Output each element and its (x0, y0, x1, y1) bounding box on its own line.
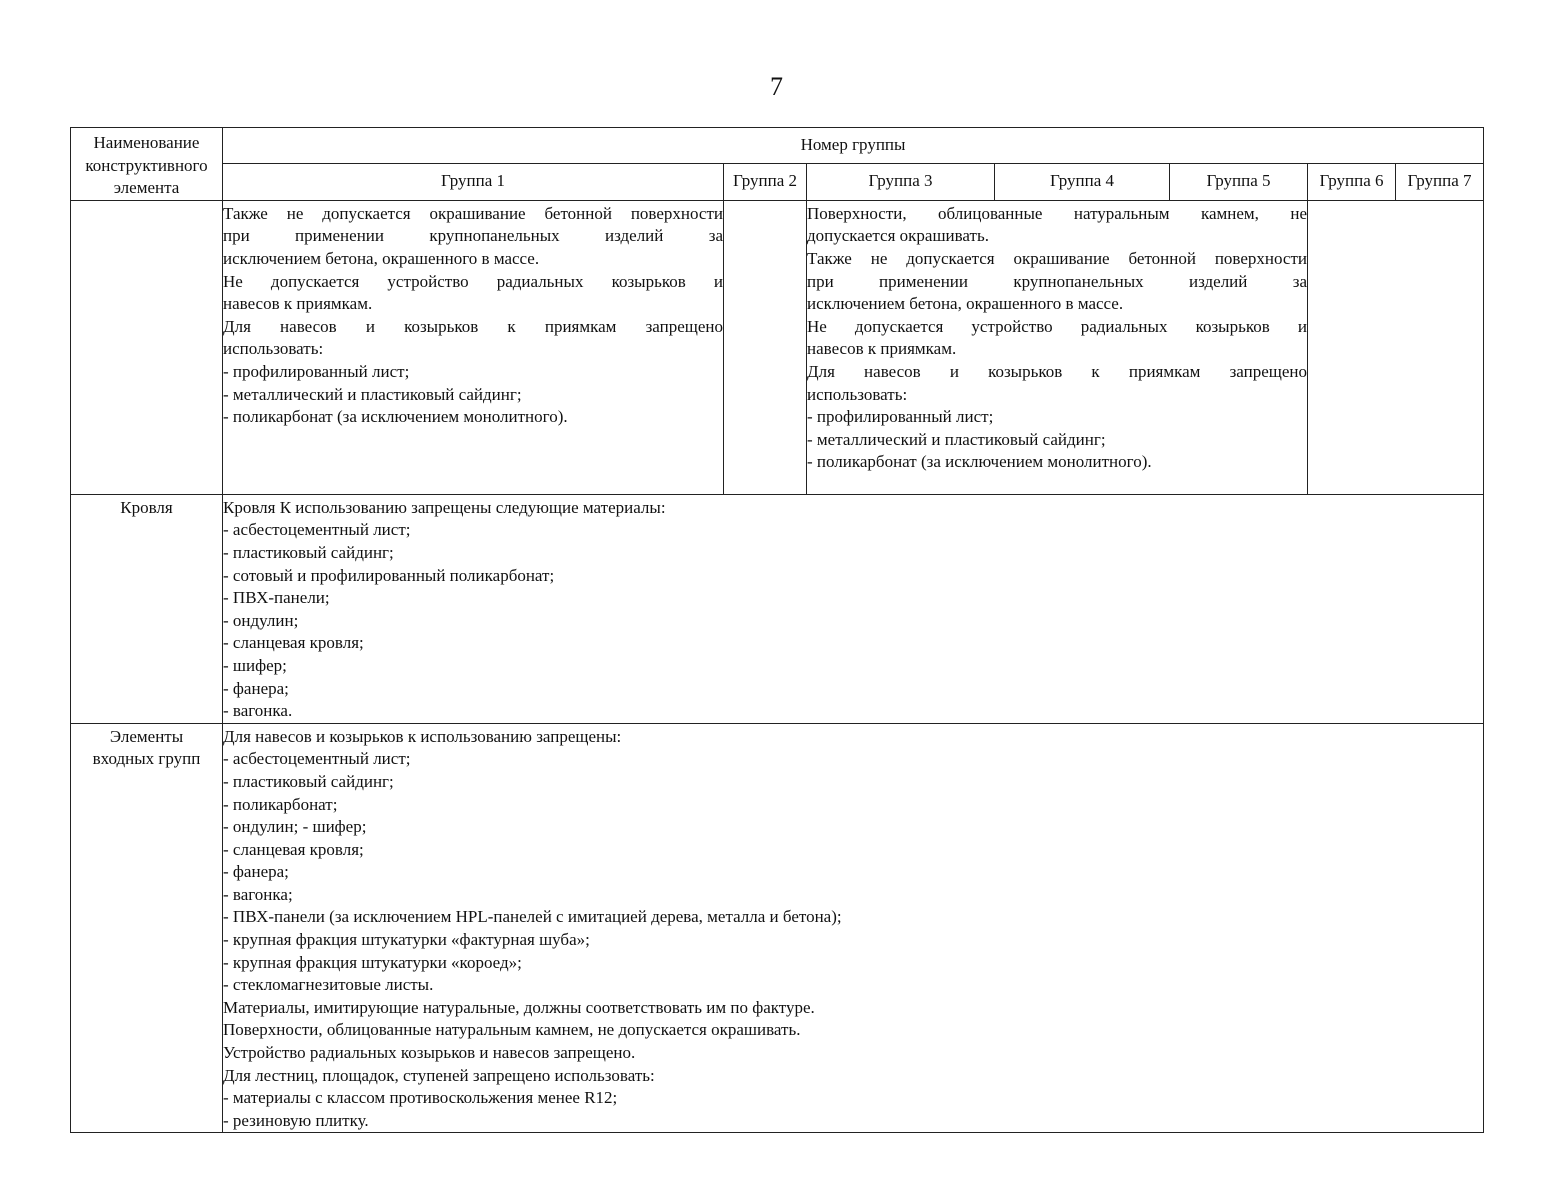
row1-group345-text (807, 203, 1307, 474)
text-line: - профилированный лист; (807, 407, 994, 427)
text-line: Для навесов и козырьков к приямкам запрещено (807, 361, 1307, 381)
text-line: - сотовый и профилированный поликарбонат; (223, 565, 555, 585)
row-facade-continued (71, 200, 1484, 494)
row3-name (71, 723, 223, 1133)
header-row-top (71, 128, 1484, 164)
text-line: - поликарбонат (за исключением монолитного). (807, 452, 1152, 472)
group-7-header: Группа 7 (1396, 163, 1484, 200)
text-line: - поликарбонат (за исключением монолитного). (223, 407, 568, 427)
text-line: - вагонка. (223, 701, 293, 721)
element-col-line: конструктивного (85, 155, 208, 175)
text-line: - материалы с классом противоскольжения менее R12; (223, 1088, 618, 1108)
row3-name-line: Элементы (109, 726, 184, 746)
text-line: - металлический и пластиковый сайдинг; (223, 384, 522, 404)
element-col-line: элемента (113, 178, 180, 198)
row2-name: Кровля (71, 494, 223, 723)
text-line: - фанера; (223, 678, 289, 698)
text-line: исключением бетона, окрашенного в массе. (807, 294, 1124, 314)
text-line: - шифер; (223, 655, 287, 675)
group-4-header: Группа 4 (995, 163, 1170, 200)
text-line: - стекломагнезитовые листы. (223, 975, 434, 995)
group-2-header: Группа 2 (724, 163, 807, 200)
element-col-line: Наименование (93, 133, 200, 152)
page-number: 7 (770, 72, 783, 101)
text-line: использовать: (223, 339, 324, 359)
text-line: использовать: (807, 384, 908, 404)
text-line: - фанера; (223, 862, 289, 882)
text-line: Поверхности, облицованные натуральным камнем, не (807, 203, 1307, 223)
row3-text (223, 726, 1483, 1133)
group-number-header: Номер группы (223, 128, 1484, 164)
text-line: - поликарбонат; (223, 794, 338, 814)
row2-content-cell (223, 494, 1484, 723)
row-roof (71, 494, 1484, 723)
text-line: навесов к приямкам. (807, 339, 957, 359)
text-line: при применении крупнопанельных изделий за (807, 271, 1307, 291)
row3-name-line: входных групп (92, 749, 201, 769)
text-line: Не допускается устройство радиальных козырьков и (223, 271, 723, 291)
text-line: Устройство радиальных козырьков и навесов запрещено. (223, 1043, 636, 1063)
row1-name-cell (71, 200, 223, 494)
text-line: - металлический и пластиковый сайдинг; (807, 429, 1106, 449)
text-line: - асбестоцементный лист; (223, 749, 411, 769)
text-line: допускается окрашивать. (807, 226, 989, 246)
group-6-header: Группа 6 (1308, 163, 1396, 200)
text-line: исключением бетона, окрашенного в массе. (223, 248, 540, 268)
text-line: - пластиковый сайдинг; (223, 771, 394, 791)
text-line: Для навесов и козырьков к использованию запрещены: (223, 726, 622, 746)
text-line: - ПВХ-панели; (223, 588, 330, 608)
group-5-header: Группа 5 (1170, 163, 1308, 200)
text-line: - крупная фракция штукатурки «фактурная шуба»; (223, 930, 590, 950)
text-line: - резиновую плитку. (223, 1110, 369, 1130)
row2-text (223, 497, 1483, 723)
text-line: - сланцевая кровля; (223, 839, 364, 859)
group-3-header: Группа 3 (807, 163, 995, 200)
text-line: - ондулин; (223, 610, 299, 630)
text-line: при применении крупнопанельных изделий за (223, 226, 723, 246)
row1-group2-cell (724, 200, 807, 494)
text-line: - сланцевая кровля; (223, 633, 364, 653)
text-line: Также не допускается окрашивание бетонной поверхности (807, 248, 1307, 268)
text-line: Для лестниц, площадок, ступеней запрещено использовать: (223, 1065, 655, 1085)
row1-group67-cell (1308, 200, 1484, 494)
text-line: - вагонка; (223, 884, 293, 904)
text-line: - крупная фракция штукатурки «короед»; (223, 952, 522, 972)
row3-content-cell (223, 723, 1484, 1133)
text-line: Для навесов и козырьков к приямкам запрещено (223, 316, 723, 336)
text-line: Материалы, имитирующие натуральные, должны соответствовать им по фактуре. (223, 997, 815, 1017)
text-line: Кровля К использованию запрещены следующие материалы: (223, 497, 666, 517)
text-line: Не допускается устройство радиальных козырьков и (807, 316, 1307, 336)
group-1-header: Группа 1 (223, 163, 724, 200)
text-line: - ондулин; - шифер; (223, 817, 367, 837)
text-line: - асбестоцементный лист; (223, 520, 411, 540)
text-line: Также не допускается окрашивание бетонной поверхности (223, 203, 723, 223)
text-line: - профилированный лист; (223, 361, 410, 381)
text-line: - ПВХ-панели (за исключением HPL-панелей с имитацией дерева, металла и бетона); (223, 907, 842, 927)
row1-group1-cell (223, 200, 724, 494)
row-entrance-groups (71, 723, 1484, 1133)
text-line: навесов к приямкам. (223, 294, 373, 314)
text-line: Поверхности, облицованные натуральным камнем, не допускается окрашивать. (223, 1020, 801, 1040)
requirements-table (70, 127, 1484, 1133)
row1-group345-cell (807, 200, 1308, 494)
element-column-header (71, 128, 223, 201)
header-row-groups (71, 163, 1484, 200)
text-line: - пластиковый сайдинг; (223, 542, 394, 562)
row1-group1-text (223, 203, 723, 429)
